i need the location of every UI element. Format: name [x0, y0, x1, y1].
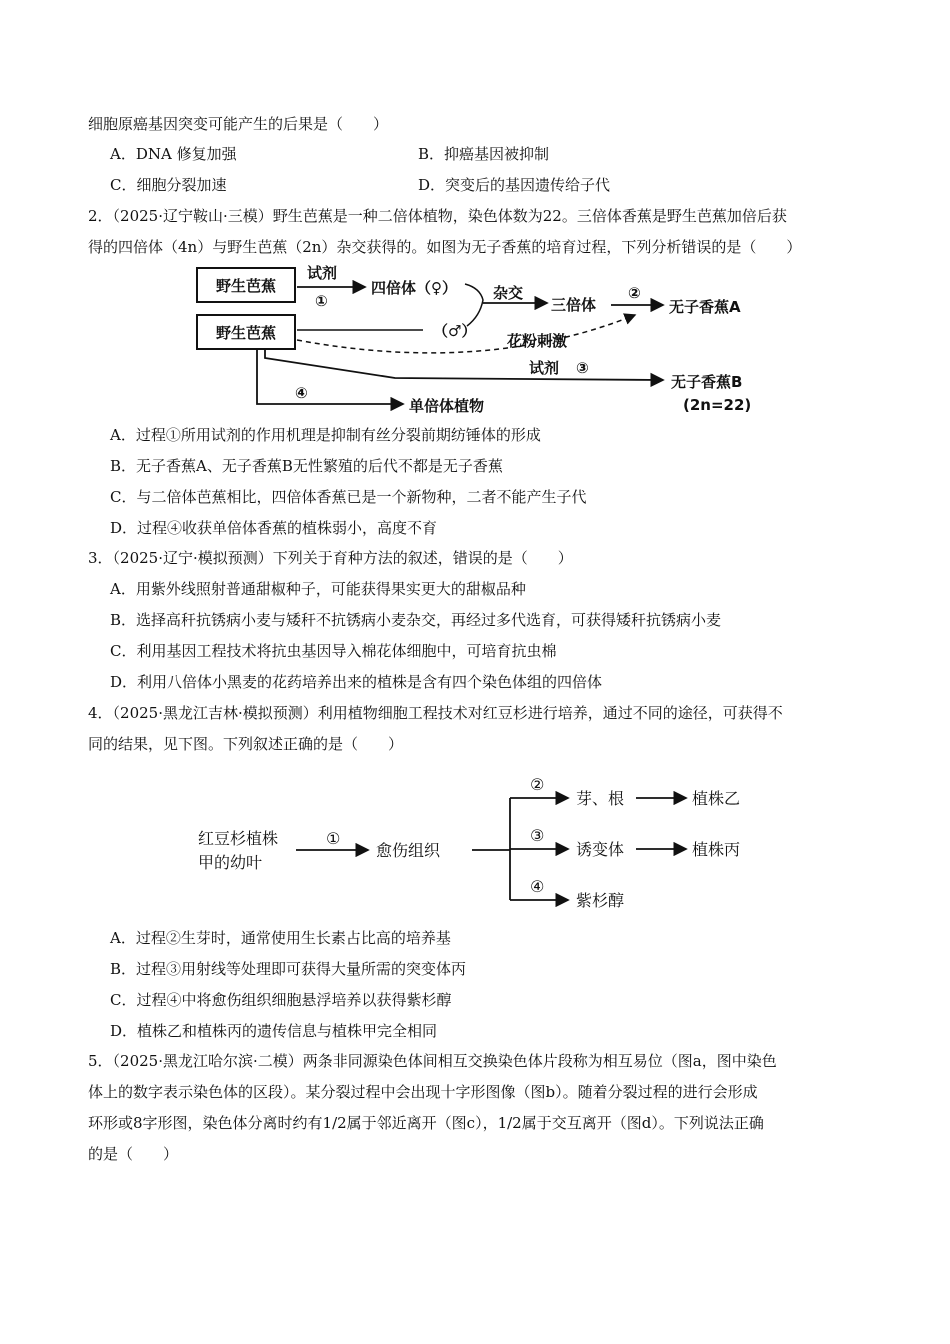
q2-stem-line2: 得的四倍体（4n）与野生芭蕉（2n）杂交获得的。如图为无子香蕉的培育过程，下列分析错误的是（ ）: [88, 238, 802, 256]
q5-stem-line2: 体上的数字表示染色体的区段）。某分裂过程中会出现十字形图像（图b）。随着分裂过程的进行会形成: [88, 1083, 758, 1101]
q2-option-a: A．过程①所用试剂的作用机理是抑制有丝分裂前期纺锤体的形成: [110, 426, 541, 444]
q1-option-b: B．抑癌基因被抑制: [418, 145, 550, 163]
reagent-label-1: 试剂: [307, 264, 338, 282]
tetraploid-label: 四倍体（♀）: [371, 279, 457, 297]
q2-option-b: B．无子香蕉A、无子香蕉B无性繁殖的后代不都是无子香蕉: [110, 457, 503, 475]
q4-option-a: A．过程②生芽时，通常使用生长素占比高的培养基: [110, 929, 451, 947]
plant-c-label: 植株丙: [692, 840, 741, 859]
plant-b-label: 植株乙: [692, 789, 741, 808]
source-label-line2: 甲的幼叶: [198, 853, 263, 872]
reagent-label-3: 试剂: [529, 359, 560, 377]
q2-option-d: D．过程④收获单倍体香蕉的植株弱小，高度不育: [110, 519, 438, 537]
wild-banana-label-2: 野生芭蕉: [215, 324, 277, 342]
source-label-line1: 红豆杉植株: [198, 829, 279, 848]
q2-breeding-diagram: [185, 260, 785, 420]
male-label: （♂）: [433, 322, 477, 340]
step4-marker: ④: [530, 877, 545, 896]
cross-label: 杂交: [493, 284, 524, 302]
buds-roots-label: 芽、根: [576, 789, 625, 808]
taxol-label: 紫杉醇: [576, 891, 625, 910]
q1-option-c: C．细胞分裂加速: [110, 176, 227, 194]
callus-label: 愈伤组织: [376, 841, 441, 860]
step1-marker: ①: [326, 829, 341, 848]
cross-brace: [465, 284, 483, 326]
q4-culture-diagram: [190, 768, 770, 916]
pollen-label: 花粉刺激: [507, 332, 568, 350]
q2-stem-line1: 2．（2025·辽宁鞍山·三模）野生芭蕉是一种二倍体植物，染色体数为22。三倍体香蕉是野生芭蕉加倍后获: [88, 207, 787, 225]
q4-stem-line1: 4．（2025·黑龙江吉林·模拟预测）利用植物细胞工程技术对红豆杉进行培养，通过不同的途径，可获得不: [88, 704, 783, 722]
q5-stem-line1: 5．（2025·黑龙江哈尔滨·二模）两条非同源染色体间相互交换染色体片段称为相互易位（图a，图中染色: [88, 1052, 777, 1070]
step2-marker: ②: [628, 284, 641, 302]
q2-option-c: C．与二倍体芭蕉相比，四倍体香蕉已是一个新物种，二者不能产生子代: [110, 488, 587, 506]
step3-marker: ③: [530, 826, 545, 845]
step3-marker: ③: [576, 359, 589, 377]
q1-stem: 细胞原癌基因突变可能产生的后果是（ ）: [88, 115, 389, 133]
q3-option-c: C．利用基因工程技术将抗虫基因导入棉花体细胞中，可培育抗虫棉: [110, 642, 557, 660]
q3-stem: 3．（2025·辽宁·模拟预测）下列关于育种方法的叙述，错误的是（ ）: [88, 549, 573, 567]
triploid-label: 三倍体: [551, 296, 597, 314]
seedless-b-note: (2n=22): [683, 396, 752, 414]
q1-option-d: D．突变后的基因遗传给子代: [418, 176, 611, 194]
q5-stem-line3: 环形或8字形图，染色体分离时约有1/2属于邻近离开（图c），1/2属于交互离开（图d）。下列说法正确: [88, 1114, 764, 1132]
q3-option-b: B．选择高秆抗锈病小麦与矮秆不抗锈病小麦杂交，再经过多代选育，可获得矮秆抗锈病小麦: [110, 611, 722, 629]
seedless-a-label: 无子香蕉A: [669, 298, 741, 316]
q4-option-b: B．过程③用射线等处理即可获得大量所需的突变体丙: [110, 960, 467, 978]
wild-banana-label-1: 野生芭蕉: [215, 277, 277, 295]
arrow-step3: [265, 349, 663, 380]
seedless-b-label: 无子香蕉B: [671, 373, 743, 391]
q4-stem-line2: 同的结果，见下图。下列叙述正确的是（ ）: [88, 735, 404, 753]
step4-marker: ④: [295, 384, 308, 402]
q4-option-c: C．过程④中将愈伤组织细胞悬浮培养以获得紫杉醇: [110, 991, 452, 1009]
q3-option-a: A．用紫外线照射普通甜椒种子，可能获得果实更大的甜椒品种: [110, 580, 526, 598]
step1-marker: ①: [315, 292, 328, 310]
q1-option-a: A．DNA 修复加强: [110, 145, 237, 163]
q5-stem-line4: 的是（ ）: [88, 1145, 179, 1163]
haploid-label: 单倍体植物: [409, 397, 485, 415]
q4-option-d: D．植株乙和植株丙的遗传信息与植株甲完全相同: [110, 1022, 438, 1040]
step2-marker: ②: [530, 775, 545, 794]
q3-option-d: D．利用八倍体小黑麦的花药培养出来的植株是含有四个染色体组的四倍体: [110, 673, 603, 691]
mutant-label: 诱变体: [576, 840, 625, 859]
